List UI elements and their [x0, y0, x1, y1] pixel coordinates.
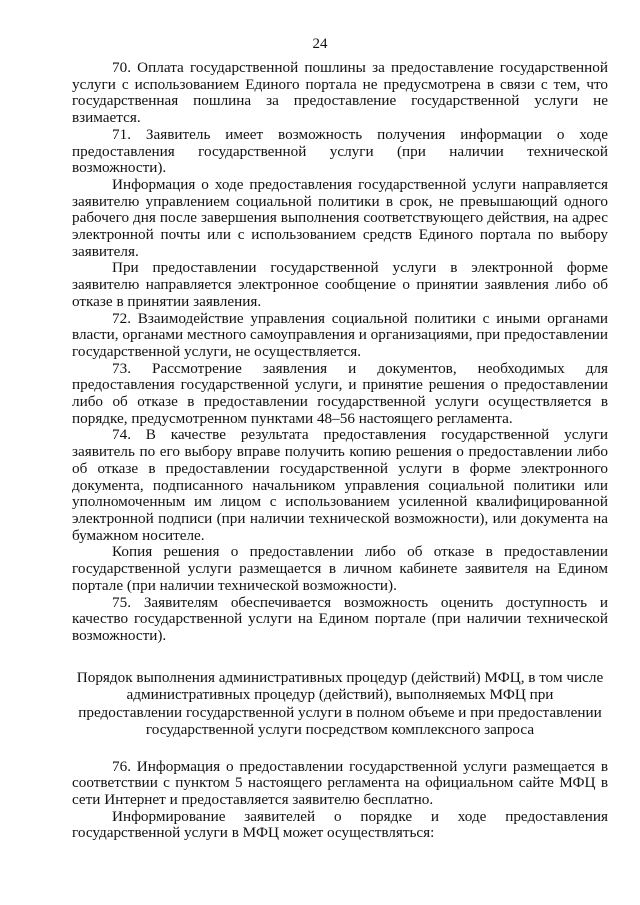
paragraph-76: 76. Информация о предоставлении государственной услуги размещается в соответствии с пунктом 5 настоящего регламента на официальном сайте МФЦ в сети Интернет и предоставляется заявителю бесплатно.: [72, 757, 608, 809]
paragraph-71-electronic: При предоставлении государственной услуги в электронной форме заявителю направляется электронное сообщение о принятии заявления либо об отказе в принятии заявления.: [72, 259, 608, 310]
paragraph-70: 70. Оплата государственной пошлины за предоставление государственной услуги с использованием Единого портала не предусмотрена в связи с тем, что государственная пошлина за предоставление государственной услуги не взимается.: [72, 59, 608, 127]
paragraph-74: 74. В качестве результата предоставления государственной услуги заявитель по его выбору вправе получить копию решения о предоставлении либо об отказе в предоставлении государственной услуги в форме электронного документа, подписанного начальником управления социальной политики или уполномоченным им лицом с использованием усиленной квалифицированной электронной подписи (при наличии технической возможности), или документа на бумажном носителе.: [72, 426, 608, 544]
paragraph-74-copy: Копия решения о предоставлении либо об отказе в предоставлении государственной услуги размещается в личном кабинете заявителя на Едином портале (при наличии технической возможности).: [72, 543, 608, 594]
paragraph-73: 73. Рассмотрение заявления и документов, необходимых для предоставления государственной услуги, и принятие решения о предоставлении либо об отказе в предоставлении государственной услуги осуществляется в порядке, предусмотренном пунктами 48–56 настоящего регламента.: [72, 359, 608, 427]
paragraph-76-informing: Информирование заявителей о порядке и ходе предоставления государственной услуги в МФЦ может осуществляться:: [72, 807, 608, 842]
paragraph-72: 72. Взаимодействие управления социальной политики с иными органами власти, органами местного самоуправления и организациями, при предоставлении государственной услуги, не осуществляется.: [72, 309, 608, 360]
paragraph-71: 71. Заявитель имеет возможность получения информации о ходе предоставления государственной услуги (при наличии технической возможности).: [72, 125, 608, 177]
page-number: 24: [312, 36, 328, 52]
paragraph-75: 75. Заявителям обеспечивается возможность оценить доступность и качество государственной услуги на Едином портале (при наличии технической возможности).: [72, 593, 608, 644]
paragraph-71-info: Информация о ходе предоставления государственной услуги направляется заявителю управлением социальной политики в срок, не превышающий одного рабочего дня после завершения выполнения соответствующего действия, на адрес электронной почты или с использованием средств Единого портала по выбору заявителя.: [72, 175, 608, 260]
section-heading: Порядок выполнения административных процедур (действий) МФЦ, в том числе административных процедур (действий), выполняемых МФЦ при предоставлении государственной услуги в полном объеме и при предоставлении государственной услуги посредством комплексного запроса: [76, 668, 604, 739]
document-body: [72, 60, 608, 842]
